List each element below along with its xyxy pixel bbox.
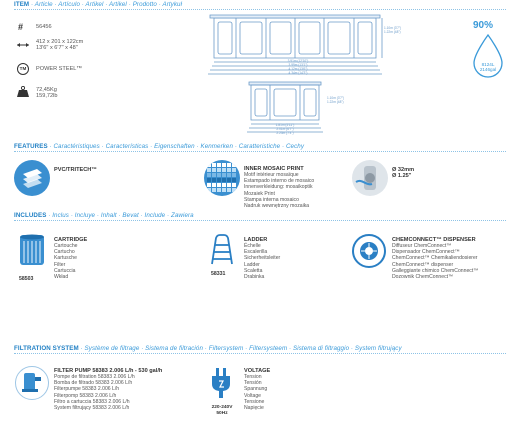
chemconnect-line-nl: ChemConnect™ dispenser [392, 261, 454, 268]
top-diagram-width-labels [270, 59, 326, 75]
voltage-rating-volts: 220-240V [211, 405, 233, 410]
chemconnect-dispenser-icon [352, 234, 386, 268]
item-code: 56456 [36, 24, 52, 30]
features-divider [14, 151, 506, 152]
includes-header [14, 212, 194, 219]
side-width-2: 2.01m (6'7") [276, 127, 294, 131]
voltage-line-it: Tensione [244, 398, 265, 405]
tritech-layers-icon [14, 160, 50, 196]
ladder-line-es: Escalerilla [244, 249, 268, 256]
side-height-2: 1.22m (48") [327, 100, 344, 104]
trademark-badge-icon: TM [17, 63, 29, 75]
cartridge-line-nl: Filter [54, 261, 66, 268]
fill-volume-liters: 8124L [481, 62, 495, 67]
fill-percent: 90% [473, 20, 494, 31]
cartridge-line-it: Cartuccia [54, 267, 76, 274]
dimension-arrow-icon [16, 42, 30, 48]
top-width-2: 3.99m (13'1") [288, 63, 308, 67]
ladder-code: 58331 [211, 271, 226, 277]
voltage-line-pl: Napięcie [244, 405, 264, 412]
ladder-line-nl: Ladder [244, 261, 260, 268]
pump-line-pl: System filtrujący 58383 2.006 L/h [54, 405, 130, 412]
ladder-icon [208, 233, 236, 265]
top-width-4: 4.34m (14'3") [288, 71, 308, 75]
mosaic-line-de: Innenverkleidung: mosaikoptik [244, 184, 313, 191]
ladder-lines [244, 243, 280, 280]
cartridge-line-de: Kartusche [54, 255, 77, 262]
side-width-3: 2.23m (7'4") [276, 131, 294, 135]
mosaic-line-it: Stampa interna mosaico [244, 196, 299, 203]
pump-line-fr: Pompe de filtration 58383 2.006 L/h [54, 374, 135, 380]
filtration-header [14, 345, 402, 352]
valve-size-mm: Ø 32mm [392, 167, 415, 173]
power-plug-icon [207, 366, 235, 400]
drain-valve-icon [352, 160, 388, 196]
cartridge-title: CARTRIDGE [54, 237, 88, 243]
chemconnect-title: CHEMCONNECT™ DISPENSER [392, 237, 476, 243]
weight-kg: 72,45Kg [36, 87, 57, 93]
chemconnect-lines [392, 243, 478, 280]
includes-header-translations: · Inclus · Incluye · Inhalt · Bevat · Include · Zawiera [46, 212, 194, 219]
cartridge-code: 58503 [19, 276, 34, 282]
cartridge-line-es: Cartucho [54, 249, 75, 256]
pump-lines [54, 374, 135, 411]
filter-pump-icon [15, 366, 49, 400]
mosaic-print-icon [204, 160, 240, 196]
filtration-header-translations: · Système de filtrage · Sistema de filtración · Filtersystem · Filtersysteem · Sistema di filtraggio · System filtrujący [78, 345, 402, 352]
filtration-divider [14, 353, 506, 354]
ladder-line-pl: Drabinka [244, 274, 265, 281]
side-width-1: 1.81m (5'11") [275, 123, 295, 127]
dimension-metric: 412 x 201 x 122cm [36, 39, 84, 45]
item-dimensions [36, 39, 83, 52]
cartridge-icon [18, 233, 46, 267]
fill-volume [476, 62, 500, 72]
side-height-1: 1.10m (3'7") [327, 96, 345, 100]
ladder-line-de: Sicherheitsleiter [244, 255, 281, 262]
feature-mosaic-lines [244, 172, 314, 209]
top-width-1: 3.91m (12'10") [287, 59, 309, 63]
voltage-title: VOLTAGE [244, 368, 271, 374]
side-diagram-width-labels [258, 123, 312, 135]
filtration-header-label: FILTRATION SYSTEM [14, 345, 79, 352]
item-header [14, 1, 182, 8]
top-width-3: 4.12m (13'6") [288, 67, 308, 71]
feature-tritech-title: PVC/TRITECH™ [54, 167, 97, 173]
dimension-imperial: 13'6" x 6'7" x 48" [36, 45, 78, 52]
hash-icon: # [18, 22, 24, 32]
top-diagram-height-labels [384, 26, 401, 34]
feature-mosaic-title: INNER MOSAIC PRINT [244, 166, 304, 172]
voltage-line-fr: Tension [244, 374, 262, 380]
top-height-1: 1.10m (3'7") [384, 26, 402, 30]
ladder-line-fr: Échelle [244, 243, 261, 249]
features-header [14, 143, 304, 150]
side-diagram-height-labels [327, 96, 344, 104]
mosaic-line-fr: Motif intérieur mosaïque [244, 172, 299, 178]
pump-line-de: Filterpumpe 58383 2.006 L/h [54, 386, 120, 393]
features-header-translations: · Caractéristiques · Características · Eigenschaften · Kenmerken · Caratteristiche · Cechy [47, 143, 305, 150]
cartridge-lines [54, 243, 78, 280]
weight-icon [17, 86, 29, 97]
ladder-line-it: Scaletta [244, 267, 263, 274]
chemconnect-line-it: Galleggiante chimico ChemConnect™ [392, 267, 479, 274]
item-divider [14, 9, 506, 10]
cartridge-line-pl: Wkład [54, 274, 69, 281]
voltage-line-nl: Voltage [244, 392, 261, 399]
fill-volume-gallons: 2146gal [479, 67, 497, 73]
features-header-label: FEATURES [14, 143, 48, 150]
voltage-rating-hz: 50Hz [216, 410, 228, 416]
voltage-line-de: Spannung [244, 386, 268, 393]
feature-valve-size [392, 167, 414, 179]
item-weight [36, 87, 57, 100]
pump-line-it: Filtro a cartuccia 58383 2.006 L/h [54, 398, 130, 405]
cartridge-line-fr: Cartouche [54, 243, 78, 249]
voltage-line-es: Tensión [244, 380, 262, 387]
includes-header-label: INCLUDES [14, 212, 47, 219]
includes-divider [14, 220, 506, 221]
pump-title: FILTER PUMP 58383 2.006 L/h - 530 gal/h [54, 368, 163, 374]
voltage-lines [244, 374, 267, 411]
item-header-label: ITEM [14, 1, 30, 8]
item-material: POWER STEEL™ [36, 66, 83, 72]
pump-line-nl: Filterpomp 58383 2.006 L/h [54, 392, 117, 399]
weight-lb: 159,72lb [36, 93, 58, 100]
chemconnect-line-pl: Dozownik ChemConnect™ [392, 274, 454, 281]
mosaic-line-es: Estampado interno de mosaico [244, 178, 315, 185]
voltage-rating [207, 405, 237, 416]
valve-size-in: Ø 1.25" [392, 173, 412, 179]
chemconnect-line-fr: Diffuseur ChemConnect™ [392, 243, 452, 249]
mosaic-line-nl: Mozaiek Print [244, 190, 275, 197]
pump-line-es: Bomba de filtrado 58383 2.006 L/h [54, 380, 133, 387]
mosaic-line-pl: Nadruk wewnętrzny mozaika [244, 203, 310, 210]
item-header-translations: · Article · Artículo · Artikel · Artikel · Prodotto · Artykuł [29, 1, 183, 8]
chemconnect-line-de: ChemConnect™ Chemikaliendosierer [392, 255, 478, 262]
top-height-2: 1.22m (48") [384, 30, 401, 34]
chemconnect-line-es: Dispensador ChemConnect™ [392, 249, 460, 256]
ladder-title: LADDER [244, 237, 268, 243]
